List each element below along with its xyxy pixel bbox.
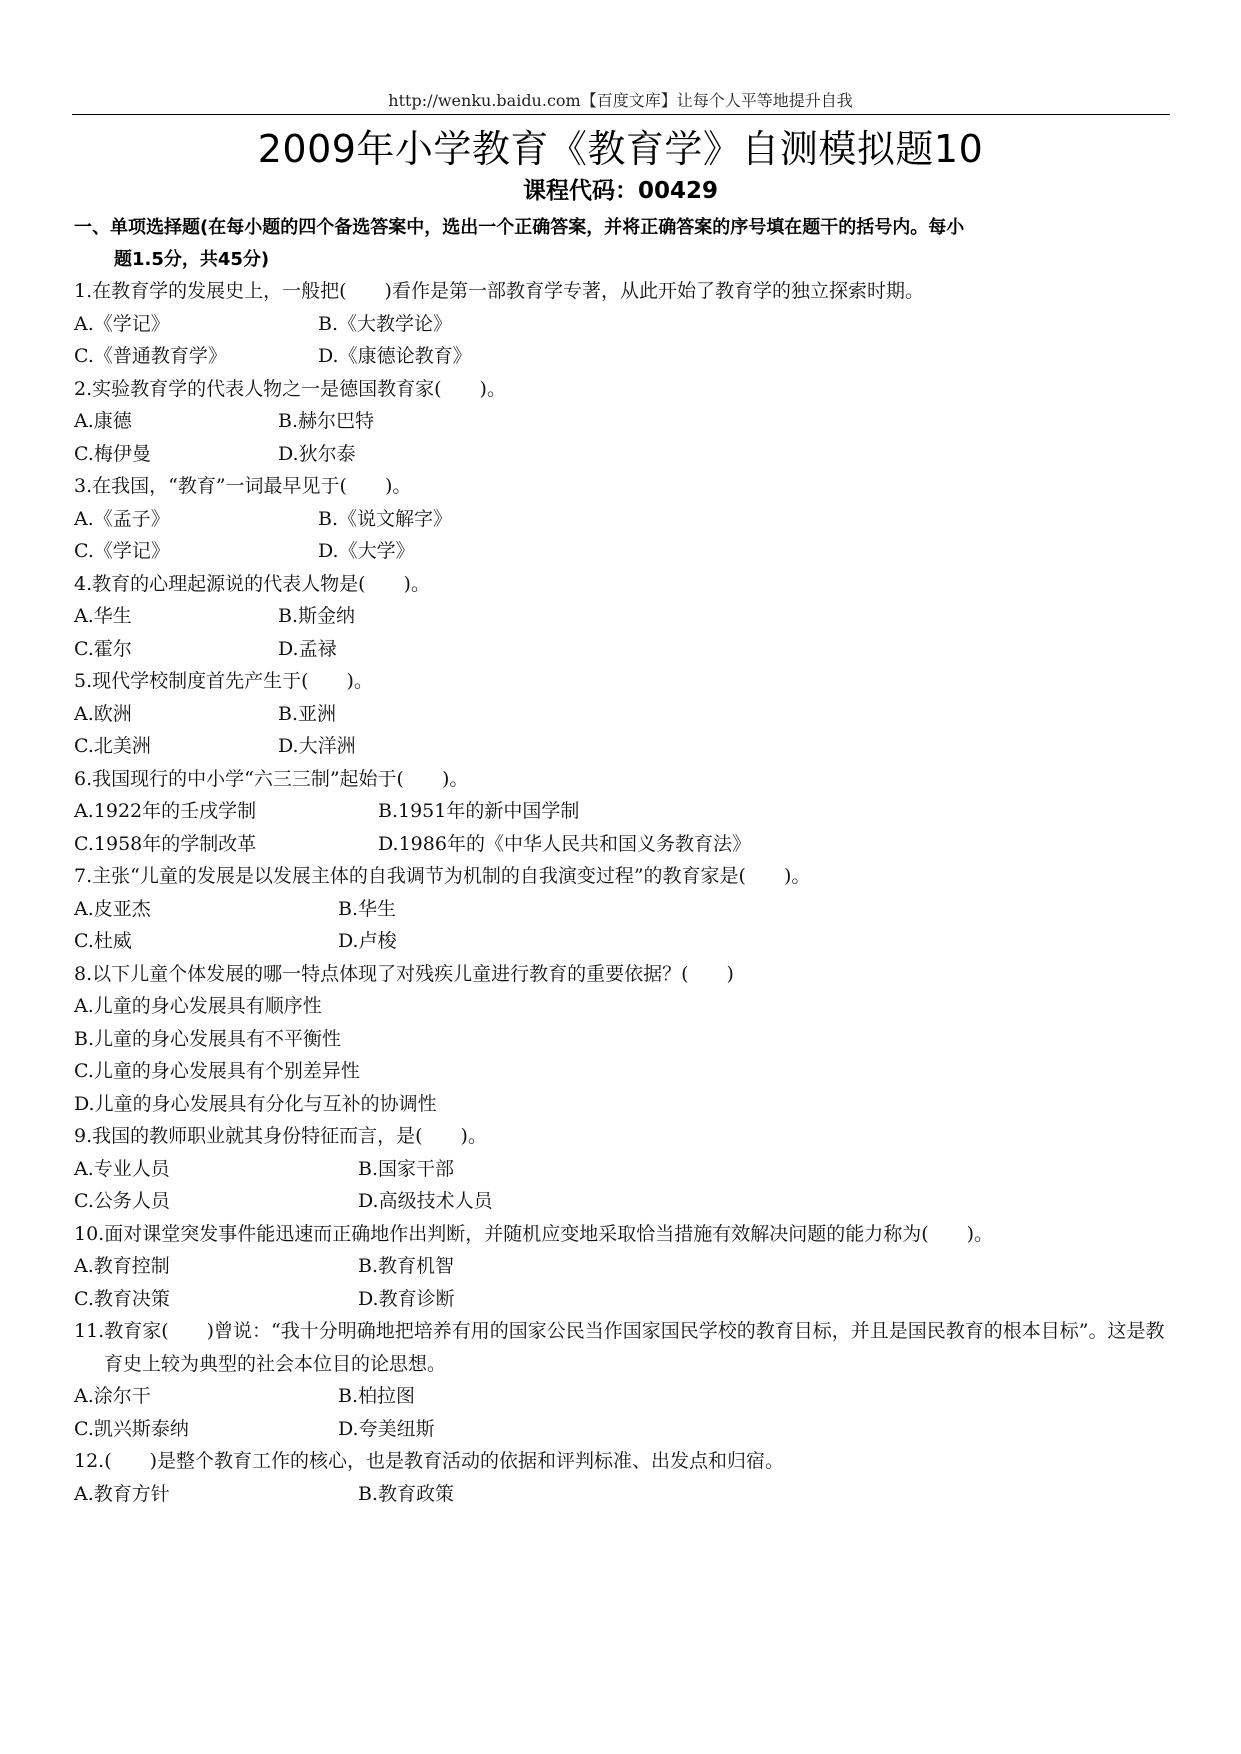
header-url: http://wenku.baidu.com【百度文库】让每个人平等地提升自我 bbox=[388, 91, 853, 110]
option-c: C.《普通教育学》 bbox=[74, 345, 227, 367]
option-row bbox=[74, 795, 1170, 828]
question-stem: 2.实验教育学的代表人物之一是德国教育家( )。 bbox=[74, 377, 506, 400]
option-c: C.梅伊曼 bbox=[74, 442, 151, 465]
option-d: D.大洋洲 bbox=[278, 735, 356, 757]
option-d: D.卢梭 bbox=[338, 930, 397, 952]
question-item bbox=[74, 763, 1170, 861]
option-row bbox=[74, 503, 1170, 536]
section-heading bbox=[74, 212, 1170, 276]
option-b: B.《说文解字》 bbox=[318, 507, 453, 530]
option-row bbox=[74, 925, 1170, 958]
question-stem: 9.我国的教师职业就其身份特征而言，是( )。 bbox=[74, 1125, 487, 1147]
course-code: 课程代码：00429 bbox=[522, 178, 719, 204]
section-heading-line-1: 一、单项选择题(在每小题的四个备选答案中，选出一个正确答案，并将正确答案的序号填在题干的括号内。每小 bbox=[74, 217, 965, 238]
option-row bbox=[74, 308, 1170, 341]
option-row bbox=[74, 1185, 1170, 1218]
option-b: B.华生 bbox=[338, 897, 397, 920]
option-b: B.斯金纳 bbox=[278, 605, 356, 627]
question-item bbox=[74, 1445, 1170, 1510]
question-item bbox=[74, 1315, 1170, 1445]
question-stem: 12.( )是整个教育工作的核心，也是教育活动的依据和评判标准、出发点和归宿。 bbox=[74, 1450, 785, 1472]
option-c: C.凯兴斯泰纳 bbox=[74, 1417, 189, 1440]
option-d: D.孟禄 bbox=[278, 637, 337, 660]
option-c: C.1958年的学制改革 bbox=[74, 832, 257, 855]
option-a: A.涂尔干 bbox=[74, 1385, 151, 1407]
question-stem: 4.教育的心理起源说的代表人物是( )。 bbox=[74, 572, 430, 595]
option-row bbox=[74, 340, 1170, 373]
option-b: B.《大教学论》 bbox=[318, 312, 453, 335]
option-c: C.霍尔 bbox=[74, 637, 132, 660]
option-row bbox=[74, 438, 1170, 471]
option-row bbox=[74, 1413, 1170, 1446]
question-item bbox=[74, 958, 1170, 1121]
option-c: C.杜威 bbox=[74, 930, 132, 952]
question-item bbox=[74, 1218, 1170, 1316]
option-a: A.教育方针 bbox=[74, 1482, 170, 1505]
question-item bbox=[74, 1120, 1170, 1218]
option-a: A.华生 bbox=[74, 605, 132, 627]
option-b: B.1951年的新中国学制 bbox=[378, 800, 580, 822]
option-row bbox=[74, 633, 1170, 666]
option-d: D.夸美纽斯 bbox=[338, 1417, 435, 1440]
option-c: C.教育决策 bbox=[74, 1287, 170, 1310]
option-b: B.柏拉图 bbox=[338, 1385, 416, 1407]
question-stem: 1.在教育学的发展史上，一般把( )看作是第一部教育学专著，从此开始了教育学的独立探索时期。 bbox=[74, 280, 924, 302]
option-b: B.国家干部 bbox=[358, 1157, 455, 1180]
question-item bbox=[74, 860, 1170, 958]
page-title: 2009年小学教育《教育学》自测模拟题10 bbox=[257, 127, 984, 171]
question-stem: 7.主张“儿童的发展是以发展主体的自我调节为机制的自我演变过程”的教育家是( )。 bbox=[74, 865, 811, 887]
question-list bbox=[74, 275, 1170, 1510]
option-row bbox=[74, 893, 1170, 926]
question-stem: 11.教育家( )曾说：“我十分明确地把培养有用的国家公民当作国家国民学校的教育目标，并且是国民教育的根本目标”。这是教育史上较为典型的社会本位目的论思想。 bbox=[74, 1320, 1165, 1375]
option-c: C.北美洲 bbox=[74, 735, 151, 757]
option-row bbox=[74, 535, 1170, 568]
option-row bbox=[74, 1380, 1170, 1413]
option-row bbox=[74, 1250, 1170, 1283]
option-row bbox=[74, 1283, 1170, 1316]
option-a: A.欧洲 bbox=[74, 702, 132, 725]
option-row bbox=[74, 1153, 1170, 1186]
option-row bbox=[74, 698, 1170, 731]
question-item bbox=[74, 373, 1170, 471]
header-divider bbox=[72, 114, 1170, 115]
option-c: C.《学记》 bbox=[74, 540, 170, 562]
option-b: B.教育机智 bbox=[358, 1255, 455, 1277]
option-row bbox=[74, 405, 1170, 438]
option-b: B.亚洲 bbox=[278, 702, 337, 725]
option-a: A.《孟子》 bbox=[74, 507, 170, 530]
option-c: C.公务人员 bbox=[74, 1190, 170, 1212]
option-c: C.儿童的身心发展具有个别差异性 bbox=[74, 1060, 360, 1082]
question-stem: 3.在我国，“教育”一词最早见于( )。 bbox=[74, 475, 412, 497]
option-b: B.教育政策 bbox=[358, 1482, 455, 1505]
option-row bbox=[74, 730, 1170, 763]
option-a: A.皮亚杰 bbox=[74, 897, 151, 920]
option-d: D.高级技术人员 bbox=[358, 1190, 493, 1212]
option-a: A.专业人员 bbox=[74, 1157, 170, 1180]
question-item bbox=[74, 568, 1170, 666]
question-item bbox=[74, 665, 1170, 763]
question-stem: 6.我国现行的中小学“六三三制”起始于( )。 bbox=[74, 767, 469, 790]
option-d: D.《大学》 bbox=[318, 540, 415, 562]
option-row bbox=[74, 828, 1170, 861]
option-a: A.1922年的壬戌学制 bbox=[74, 800, 257, 822]
option-b: B.赫尔巴特 bbox=[278, 410, 375, 432]
question-item bbox=[74, 275, 1170, 373]
option-a: A.儿童的身心发展具有顺序性 bbox=[74, 995, 322, 1017]
option-d: D.教育诊断 bbox=[358, 1287, 455, 1310]
question-stem: 8.以下儿童个体发展的哪一特点体现了对残疾儿童进行教育的重要依据？( ) bbox=[74, 962, 734, 985]
option-a: A.教育控制 bbox=[74, 1255, 170, 1277]
option-row bbox=[74, 1478, 1170, 1511]
option-d: D.《康德论教育》 bbox=[318, 345, 472, 367]
option-row bbox=[74, 600, 1170, 633]
option-a: A.《学记》 bbox=[74, 312, 170, 335]
option-b: B.儿童的身心发展具有不平衡性 bbox=[74, 1027, 342, 1050]
option-a: A.康德 bbox=[74, 410, 132, 432]
section-heading-line-2: 题1.5分，共45分) bbox=[114, 249, 270, 270]
question-stem: 5.现代学校制度首先产生于( )。 bbox=[74, 670, 373, 692]
question-stem: 10.面对课堂突发事件能迅速而正确地作出判断，并随机应变地采取恰当措施有效解决问题的能力称为( )。 bbox=[74, 1222, 994, 1245]
option-d: D.1986年的《中华人民共和国义务教育法》 bbox=[378, 832, 751, 855]
option-d: D.狄尔泰 bbox=[278, 442, 356, 465]
question-item bbox=[74, 470, 1170, 568]
option-d: D.儿童的身心发展具有分化与互补的协调性 bbox=[74, 1092, 437, 1115]
